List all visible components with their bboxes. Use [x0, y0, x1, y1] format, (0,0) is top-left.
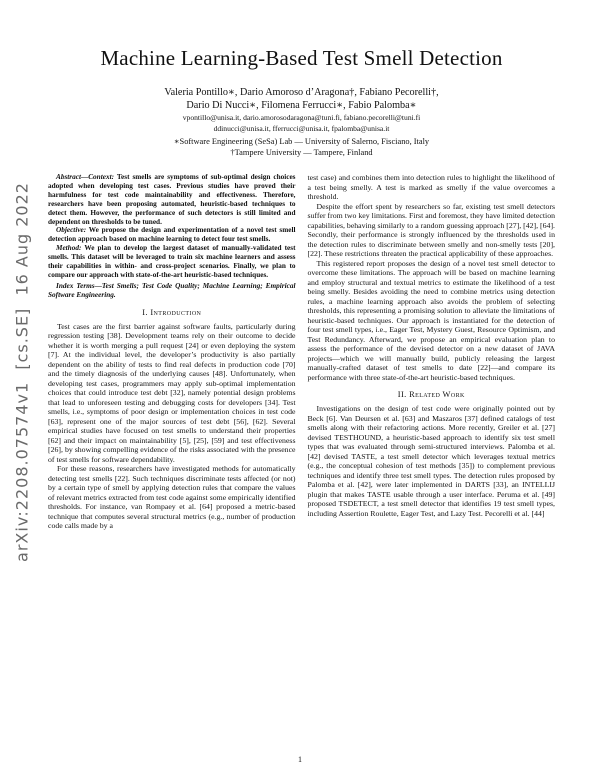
- emails-line-1: vpontillo@unisa.it, dario.amorosodaragona@tuni.fi, fabiano.pecorelli@tuni.fi: [182, 113, 421, 122]
- abstract-method-label: Method:: [56, 244, 82, 253]
- left-column: [48, 173, 296, 531]
- emails-line-2: ddinucci@unisa.it, fferrucci@unisa.it, fpalomba@unisa.it: [213, 123, 390, 133]
- affiliation-block: [48, 137, 555, 158]
- authors-line-1: Valeria Pontillo∗, Dario Amoroso d’Aragona†, Fabiano Pecorelli†,: [164, 87, 439, 98]
- author-block: [48, 86, 555, 158]
- introduction-paragraph-4: This registered report proposes the design of a novel test smell detector to overcome these limitations. The approach will be based on machine learning and employ structural and textual metrics to estimate the likelihood of a test being smelly. Besides avoiding the need to combine metrics using detection rules, a machine learning approach also avoids the problem of selecting thresholds, this representing a promising solution to alleviate the limitations of heuristic-based techniques. Our approach is instantiated for the detection of four test smell types, i.e., Eager Test, Mystery Guest, Resource Optimism, and Test Redundancy. Afterward, we propose an empirical evaluation plan to assess the performance of the devised detector on a new dataset of JAVA projects—which we will manually build, publicly releasing the largest manually-crafted dataset of test smells to date [22]—and compare its performance with three state-of-the-art heuristic-based techniques.: [307, 258, 555, 382]
- section-heading-introduction: I. Introduction: [142, 307, 202, 317]
- abstract-objective-label: Objective:: [56, 226, 87, 235]
- right-column: [308, 173, 556, 531]
- abstract-method-paragraph: [48, 244, 296, 280]
- page-number: 1: [298, 755, 302, 764]
- index-terms-text: Test Smells; Test Code Quality; Machine Learning; Empirical Software Engineering.: [48, 281, 296, 299]
- introduction-paragraph-2: For these reasons, researchers have investigated methods for automatically detecting test smells [22]. Such techniques discriminate tests affected (or not) by a certain type of smell by applying detection rules that compare the values of relevant metrics extracted from test code against some empirically identified thresholds. For instance, van Rompaey et al. [64] proposed a metric-based technique that computes several structural metrics (e.g., number of production code calls made by a: [48, 464, 296, 531]
- abstract-objective-paragraph: [48, 226, 296, 244]
- section-heading-related-work: II. Related Work: [397, 390, 465, 399]
- introduction-paragraph-2-continuation: test case) and combines them into detection rules to highlight the likelihood of a test being smelly. A test is marked as smelly if the value overcomes a threshold.: [307, 173, 555, 201]
- abstract-context-label: Abstract—Context:: [56, 173, 115, 181]
- introduction-paragraph-3: Despite the effort spent by researchers so far, existing test smell detectors suffer from two key limitations. First and foremost, they have limited detection capabilities, behaving similarly to a random guessing approach [27], [42], [64]. Secondly, their performance is strongly influenced by the thresholds used in the detection rules to discriminate between smelly and non-smelly tests [20], [22]. These restrictions threaten the practical applicability of these approaches.: [307, 201, 555, 258]
- affiliation-line-1: ∗Software Engineering (SeSa) Lab — University of Salerno, Fisciano, Italy: [173, 137, 430, 147]
- related-work-paragraph-1: Investigations on the design of test code were originally pointed out by Beck [6]. Van Deursen et al. [63] and Maszaros [37] defined catalogs of test smells along with their refactoring actions. More recently, Greiler et al. [27] devised TESTHOUND, a heuristic-based approach to identify six test smell types that was evaluated through semi-structured interviews. Palomba et al. [42] devised TASTE, a test smell detector which leverages textual metrics (e.g., the conceptual cohesion of test methods [35]) to complement previous techniques and identify three test smell types. The detection rules proposed by Palomba et al. [42], were later implemented in DARTS [33], an INTELLIJ plugin that makes TASTE usable through a user interface. Peruma et al. [49] proposed TSDETECT, a test smell detector that identifies 19 test smell types, including Assertion Roulette, Eager Test, and Lazy Test. Pecorelli et al. [44]: [307, 404, 555, 518]
- introduction-paragraph-1: Test cases are the first barrier against software faults, particularly during regression testing [38]. Development teams rely on their outcome to decide whether it is worth merging a pull request [24] or even deploying the system [7]. At the individual level, the developer’s productivity is also partially dependent on the ability of tests to find real defects in production code [70] and the timely diagnosis of the underlying causes [48]. Unfortunately, when developing test cases, programmers may apply sub-optimal implementation choices that could introduce test debt [32], namely potential design problems that lead to unforeseen testing and debugging costs for developers [34]. Test smells, i.e., symptoms of poor design or implementation choices in test code [63], represent one of the major sources of test debt [56], [62]. Several empirical studies have focused on test smells to understand their properties [62] and their impact on maintainability [5], [25], [59] and test effectiveness [26], by showing compelling evidence of the risks associated with the presence of test smells for software dependability.: [48, 321, 296, 464]
- two-column-body: [48, 173, 555, 531]
- paper-title: Machine Learning-Based Test Smell Detection: [100, 46, 503, 70]
- arxiv-watermark: arXiv:2208.07574v1 [cs.SE] 16 Aug 2022: [12, 182, 32, 562]
- abstract-context-text: Test smells are symptoms of sub-optimal design choices adopted when developing test cases. Previous studies have proved their harmfulness for test code maintainability and effectiveness. Therefore, researchers have been proposing automated, heuristic-based techniques to detect them. However, the performance of such detectors is still limited and dependent on thresholds to be tuned.: [48, 173, 296, 226]
- authors-line-2: Dario Di Nucci∗, Filomena Ferrucci∗, Fabio Palomba∗: [186, 100, 417, 111]
- affiliation-line-2: †Tampere University — Tampere, Finland: [230, 147, 373, 157]
- index-terms-label: Index Terms—: [56, 281, 102, 290]
- index-terms-paragraph: [48, 282, 296, 300]
- abstract-objective-text: We propose the design and experimentation of a novel test smell detection approach based on machine learning to detect four test smells.: [48, 226, 296, 244]
- abstract-context-paragraph: [48, 173, 296, 226]
- abstract-method-text: We plan to develop the largest dataset of manually-validated test smells. This dataset will be leveraged to train six machine learners and assess their capabilities in within- and cross-project scenarios. Finally, we plan to compare our approach with state-of-the-art heuristic-based techniques.: [48, 244, 296, 279]
